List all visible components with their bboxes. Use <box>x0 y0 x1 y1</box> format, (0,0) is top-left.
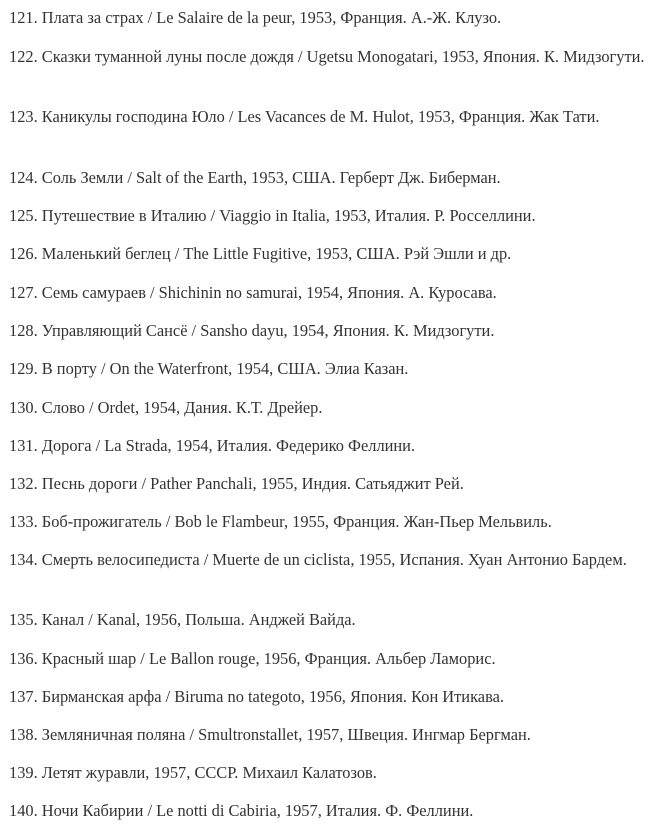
list-item: 132. Песнь дороги / Pather Panchali, 1955, Индия. Сатьяджит Рей. <box>9 474 464 493</box>
list-item: 122. Сказки туманной луны после дождя / Ugetsu Monogatari, 1953, Япония. К. Мидзогути. <box>9 47 645 66</box>
list-item: 121. Плата за страх / Le Salaire de la peur, 1953, Франция. А.-Ж. Клузо. <box>9 8 502 27</box>
list-item: 134. Смерть велосипедиста / Muerte de un ciclista, 1955, Испания. Хуан Антонио Бардем. <box>9 550 627 569</box>
list-item: 131. Дорога / La Strada, 1954, Италия. Федерико Феллини. <box>9 436 416 455</box>
list-item: 129. В порту / On the Waterfront, 1954, США. Элиа Казан. <box>9 359 409 378</box>
list-item: 136. Красный шар / Le Ballon rouge, 1956, Франция. Альбер Ламорис. <box>9 649 496 668</box>
list-item: 133. Боб-прожигатель / Bob le Flambeur, 1955, Франция. Жан-Пьер Мельвиль. <box>9 512 552 531</box>
list-item: 127. Семь самураев / Shichinin no samurai, 1954, Япония. А. Куросава. <box>9 283 497 302</box>
list-item: 137. Бирманская арфа / Biruma no tategoto, 1956, Япония. Кон Итикава. <box>9 687 504 706</box>
list-item: 139. Летят журавли, 1957, СССР. Михаил Калатозов. <box>9 763 377 782</box>
list-item: 123. Каникулы господина Юло / Les Vacances de M. Hulot, 1953, Франция. Жак Тати. <box>9 107 600 126</box>
list-item: 128. Управляющий Сансё / Sansho dayu, 1954, Япония. К. Мидзогути. <box>9 321 495 340</box>
list-item: 140. Ночи Кабирии / Le notti di Cabiria, 1957, Италия. Ф. Феллини. <box>9 801 474 820</box>
list-item: 135. Канал / Kanal, 1956, Польша. Анджей Вайда. <box>9 610 356 629</box>
list-item: 130. Слово / Ordet, 1954, Дания. К.Т. Дрейер. <box>9 398 323 417</box>
list-item: 126. Маленький беглец / The Little Fugitive, 1953, США. Рэй Эшли и др. <box>9 244 512 263</box>
list-item: 124. Соль Земли / Salt of the Earth, 1953, США. Герберт Дж. Биберман. <box>9 168 501 187</box>
list-item: 138. Земляничная поляна / Smultronstallet, 1957, Швеция. Ингмар Бергман. <box>9 725 531 744</box>
list-item: 125. Путешествие в Италию / Viaggio in Italia, 1953, Италия. Р. Росселлини. <box>9 206 536 225</box>
